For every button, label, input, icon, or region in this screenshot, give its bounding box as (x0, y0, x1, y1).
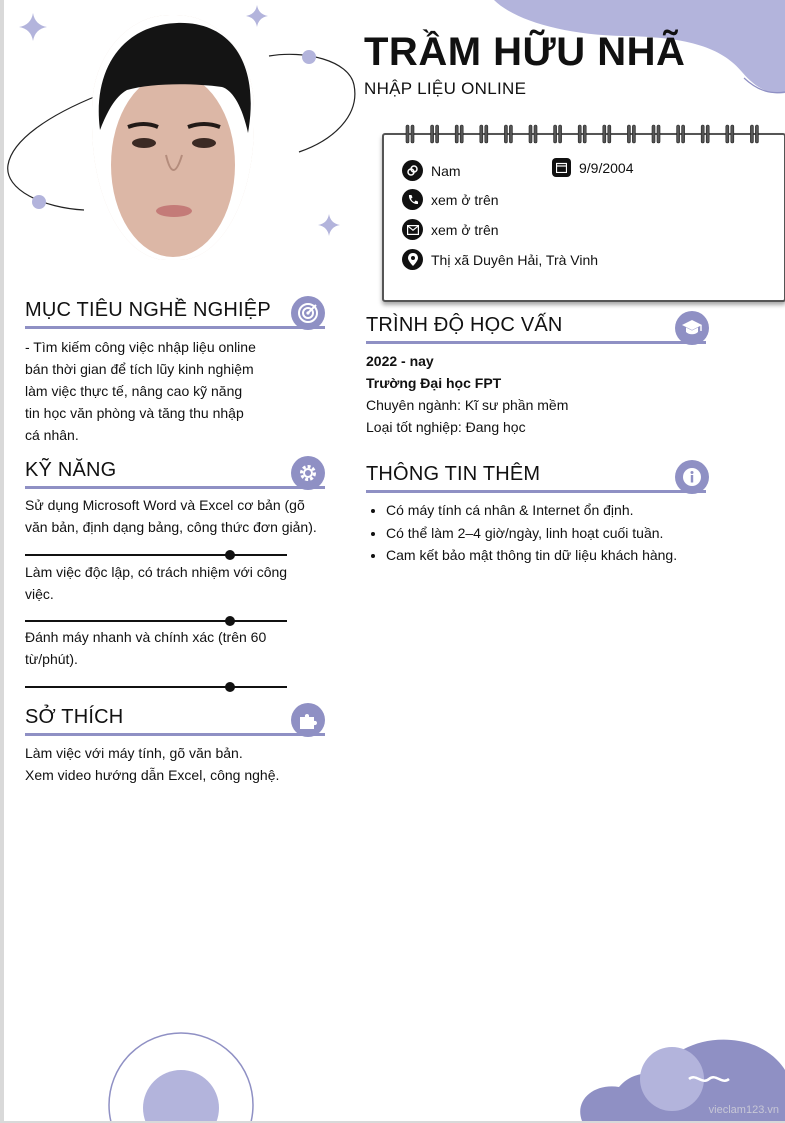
skill-level-marker (225, 682, 235, 692)
education-school: Trường Đại học FPT (366, 375, 502, 391)
phone-row (402, 189, 499, 210)
binder-ring (406, 125, 414, 143)
hobbies-text (25, 742, 325, 786)
sparkle-icon (246, 5, 268, 27)
hobbies-title: SỞ THÍCH (25, 706, 124, 728)
binder-ring (726, 125, 734, 143)
address-row (402, 249, 598, 270)
list-item: • Cam kết bảo mật thông tin dữ liệu khách hàng. (386, 544, 746, 567)
notebook-rings (400, 123, 770, 145)
binder-ring (750, 125, 758, 143)
gender-row (402, 160, 461, 181)
skills-title: KỸ NĂNG (25, 459, 117, 481)
gender-icon (402, 160, 423, 181)
hobby-line: Làm việc với máy tính, gõ văn bản. (25, 745, 243, 761)
birthdate-value: 9/9/2004 (579, 159, 634, 176)
email-row (402, 219, 499, 240)
profile-photo (92, 15, 254, 260)
objective-line: tin học văn phòng và tăng thu nhập (25, 405, 244, 421)
education-title: TRÌNH ĐỘ HỌC VẤN (366, 314, 563, 336)
skill-line: văn bản, định dạng bảng, công thức đơn giản). (25, 519, 317, 535)
objective-line: bán thời gian để tích lũy kinh nghiệm (25, 361, 254, 377)
education-details (366, 350, 706, 438)
candidate-name: TRẦM HỮU NHÃ (364, 30, 686, 74)
location-icon (402, 249, 423, 270)
graduation-cap-icon (675, 311, 709, 345)
list-item: • Có thể làm 2–4 giờ/ngày, linh hoạt cuối tuần. (386, 522, 746, 545)
skill-level-bar (25, 686, 287, 688)
binder-ring (529, 125, 537, 143)
skill-line: Sử dụng Microsoft Word và Excel cơ bản (gõ (25, 497, 305, 513)
list-item: • Có máy tính cá nhân & Internet ổn định. (386, 499, 746, 522)
skill-level-bar (25, 554, 287, 556)
binder-ring (701, 125, 709, 143)
binder-ring (554, 125, 562, 143)
skill-line: Làm việc độc lập, có trách nhiệm với công (25, 564, 288, 580)
binder-ring (578, 125, 586, 143)
email-icon (402, 219, 423, 240)
objective-line: - Tìm kiếm công việc nhập liệu online (25, 339, 256, 355)
calendar-icon (552, 158, 571, 177)
objective-text (25, 336, 265, 446)
skill-line: từ/phút). (25, 651, 78, 667)
puzzle-icon (291, 703, 325, 737)
info-icon (675, 460, 709, 494)
skill-level-marker (225, 616, 235, 626)
education-period: 2022 - nay (366, 353, 434, 369)
objective-title: MỤC TIÊU NGHỀ NGHIỆP (25, 299, 271, 321)
hobbies-underline (25, 733, 325, 736)
skills-underline (25, 486, 325, 489)
sparkle-icon (19, 13, 47, 41)
email-value: xem ở trên (431, 221, 499, 238)
extra-info-title: THÔNG TIN THÊM (366, 463, 541, 485)
binder-ring (652, 125, 660, 143)
watermark: vieclam123.vn (708, 1104, 779, 1116)
target-icon (291, 296, 325, 330)
skill-item-1 (25, 494, 330, 538)
extra-info-underline (366, 490, 706, 493)
binder-ring (455, 125, 463, 143)
gear-icon (291, 456, 325, 490)
gender-value: Nam (431, 162, 461, 179)
binder-ring (504, 125, 512, 143)
skill-level-bar (25, 620, 287, 622)
skill-item-2 (25, 561, 325, 605)
binder-ring (677, 125, 685, 143)
birthdate-row (552, 158, 634, 177)
education-major: Chuyên ngành: Kĩ sư phần mềm (366, 397, 569, 413)
skill-level-marker (225, 550, 235, 560)
binder-ring (431, 125, 439, 143)
education-underline (366, 341, 706, 344)
extra-info-list (366, 499, 746, 567)
skill-line: việc. (25, 586, 54, 602)
phone-value: xem ở trên (431, 191, 499, 208)
cv-page (4, 0, 785, 1121)
skill-line: Đánh máy nhanh và chính xác (trên 60 (25, 629, 267, 645)
binder-ring (603, 125, 611, 143)
bottom-left-circles (104, 1030, 264, 1121)
objective-line: làm việc thực tế, nâng cao kỹ năng (25, 383, 243, 399)
hobby-line: Xem video hướng dẫn Excel, công nghệ. (25, 767, 280, 783)
address-value: Thị xã Duyên Hải, Trà Vinh (431, 251, 599, 268)
objective-line: cá nhân. (25, 427, 79, 443)
binder-ring (627, 125, 635, 143)
education-status: Loại tốt nghiệp: Đang học (366, 419, 526, 435)
binder-ring (480, 125, 488, 143)
candidate-role: NHẬP LIỆU ONLINE (364, 79, 527, 98)
objective-underline (25, 326, 325, 329)
phone-icon (402, 189, 423, 210)
skill-item-3 (25, 626, 325, 670)
